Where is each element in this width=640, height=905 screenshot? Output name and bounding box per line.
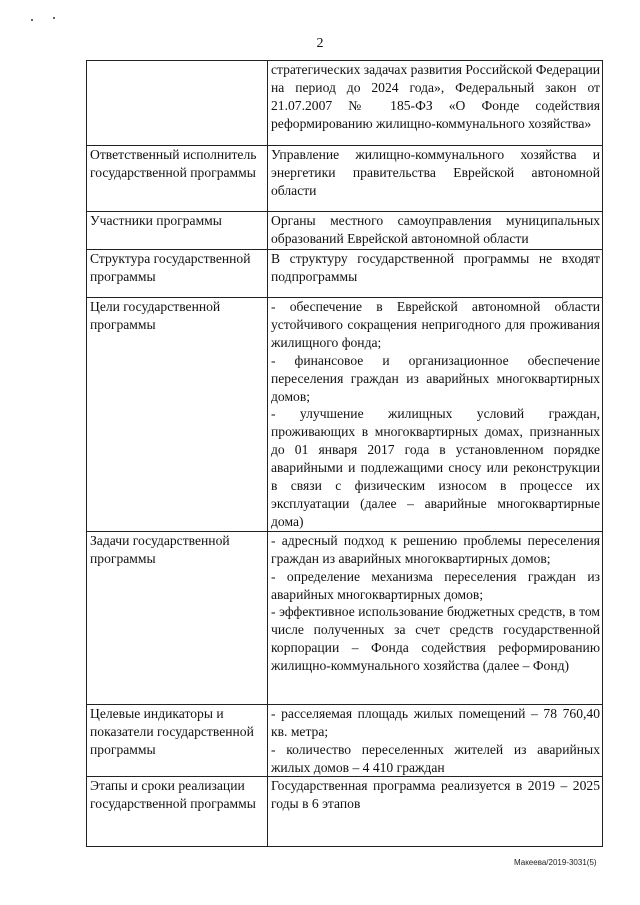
table-row bbox=[87, 61, 603, 146]
table-row bbox=[87, 250, 603, 298]
table-row bbox=[87, 777, 603, 847]
row-value: Управление жилищно-коммунального хозяйства и энергетики правительства Еврейской автономной области bbox=[268, 146, 603, 212]
page-number: 2 bbox=[316, 36, 324, 51]
table-row bbox=[87, 212, 603, 250]
row-value: - расселяемая площадь жилых помещений – 78 760,40 кв. метра; - количество переселенных жителей из аварийных жилых домов – 4 410 граждан bbox=[268, 704, 603, 777]
passport-table bbox=[86, 60, 603, 847]
table-row bbox=[87, 298, 603, 532]
row-label: Участники программы bbox=[87, 212, 268, 250]
row-value: Органы местного самоуправления муниципальных образований Еврейской автономной области bbox=[268, 212, 603, 250]
row-label: Целевые индикаторы и показатели государственной программы bbox=[87, 704, 268, 777]
table-row bbox=[87, 146, 603, 212]
row-label bbox=[87, 61, 268, 146]
table-row bbox=[87, 531, 603, 704]
scan-speck bbox=[53, 17, 55, 19]
row-value: Государственная программа реализуется в 2019 – 2025 годы в 6 этапов bbox=[268, 777, 603, 847]
document-footer-code: Макеева/2019-3031(5) bbox=[514, 858, 597, 867]
row-label: Структура государственной программы bbox=[87, 250, 268, 298]
row-label: Ответственный исполнитель государственной программы bbox=[87, 146, 268, 212]
row-label: Задачи государственной программы bbox=[87, 531, 268, 704]
row-value: - адресный подход к решению проблемы переселения граждан из аварийных многоквартирных домов; - определение механизма переселения граждан из аварийных многоквартирных домов; - эффективное использование бюджетных средств, в том числе полученных за счет средств государственной корпорации – Фонда содействия реформированию жилищно-коммунального хозяйства (далее – Фонд) bbox=[268, 531, 603, 704]
row-value: стратегических задачах развития Российской Федерации на период до 2024 года», Федеральный закон от 21.07.2007 № 185-ФЗ «О Фонде содействия реформированию жилищно-коммунального хозяйства» bbox=[268, 61, 603, 146]
row-value: - обеспечение в Еврейской автономной области устойчивого сокращения непригодного для проживания жилищного фонда; - финансовое и организационное обеспечение переселения граждан из аварийных многоквартирных домов; - улучшение жилищных условий граждан, проживающих в многоквартирных домах, признанных до 01 января 2017 года в установленном порядке аварийными и подлежащими сносу или реконструкции в связи с физическим износом в процессе их эксплуатации (далее – аварийные многоквартирные дома) bbox=[268, 298, 603, 532]
scan-speck bbox=[31, 19, 33, 21]
row-label: Цели государственной программы bbox=[87, 298, 268, 532]
table-row bbox=[87, 704, 603, 777]
row-value: В структуру государственной программы не входят подпрограммы bbox=[268, 250, 603, 298]
row-label: Этапы и сроки реализации государственной программы bbox=[87, 777, 268, 847]
